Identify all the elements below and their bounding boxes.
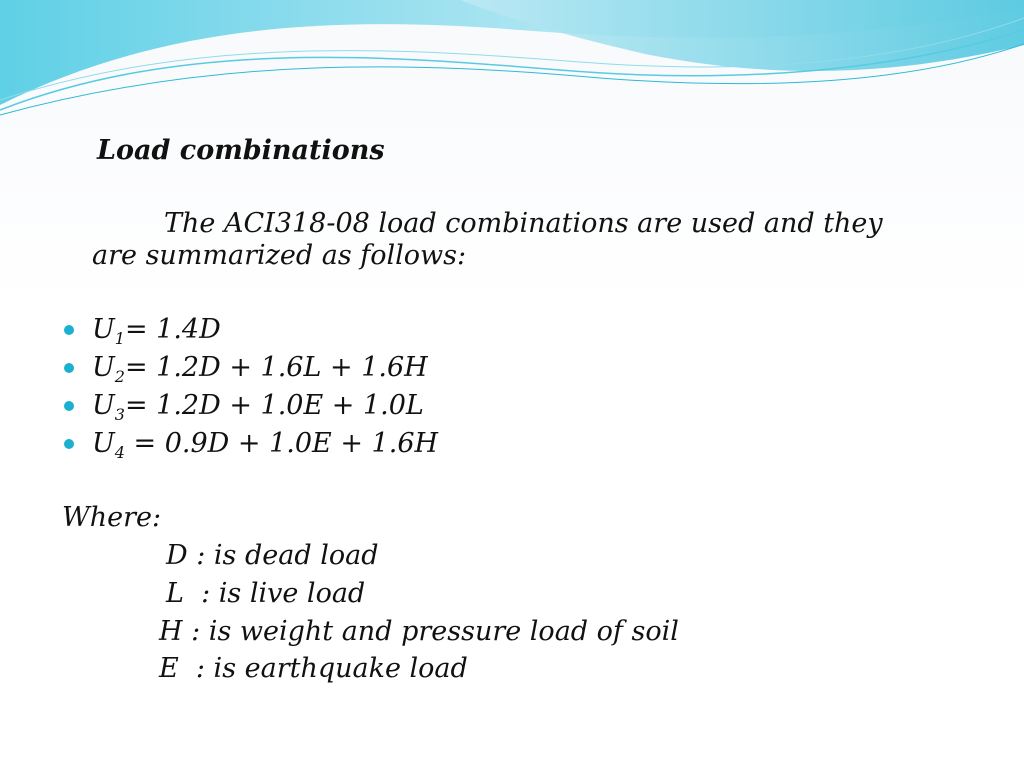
formula-subscript: 2 xyxy=(114,367,125,386)
formula-u1 xyxy=(92,314,221,348)
formula-u4 xyxy=(92,428,438,462)
header-wave-decoration xyxy=(0,0,1024,130)
bullet-icon xyxy=(64,439,74,449)
intro-paragraph: The ACI318-08 load combinations are used and they are summarized as follows: xyxy=(92,208,883,271)
formula-rhs: = 1.2D + 1.6L + 1.6H xyxy=(124,352,428,383)
formula-subscript: 4 xyxy=(114,443,125,462)
formula-u2 xyxy=(92,352,428,386)
formula-subscript: 1 xyxy=(114,329,125,348)
slide-title: Load combinations xyxy=(97,135,385,166)
formula-subscript: 3 xyxy=(114,405,125,424)
bullet-icon xyxy=(64,401,74,411)
formula-symbol: U xyxy=(92,352,115,383)
formula-symbol: U xyxy=(92,428,115,459)
formula-u3 xyxy=(92,390,424,424)
definition-dead-load: D : is dead load xyxy=(166,540,379,571)
formula-rhs: = 1.2D + 1.0E + 1.0L xyxy=(124,390,424,421)
formula-rhs: = 0.9D + 1.0E + 1.6H xyxy=(124,428,439,459)
definition-soil-load: H : is weight and pressure load of soil xyxy=(159,616,679,647)
formula-symbol: U xyxy=(92,390,115,421)
definition-earthquake-load: E : is earthquake load xyxy=(159,653,468,684)
formula-symbol: U xyxy=(92,314,115,345)
bullet-icon xyxy=(64,363,74,373)
definition-live-load: L : is live load xyxy=(166,578,366,609)
formula-rhs: = 1.4D xyxy=(124,314,221,345)
where-label: Where: xyxy=(62,502,162,533)
bullet-icon xyxy=(64,325,74,335)
